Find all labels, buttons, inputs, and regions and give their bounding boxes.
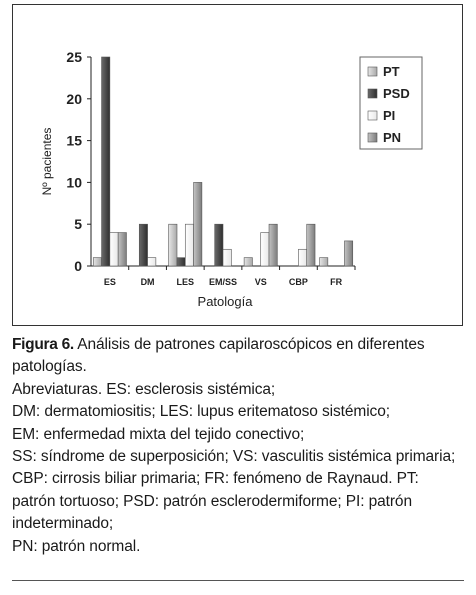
legend-label-psd: PSD — [383, 86, 410, 101]
x-tick-label: EM/SS — [208, 277, 238, 287]
caption-abbrev-4: SS: síndrome de superposición; VS: vasculitis sistémica primaria; CBP: cirrosis biliar primaria; FR: fenómeno de Raynaud. PT: patrón tortuoso; PSD: patrón esclerodermiforme; PI: patrón indeterminado; — [12, 448, 456, 533]
bar-pt-les — [169, 224, 177, 266]
x-tick-label: CBP — [288, 277, 308, 287]
bar-pt-fr — [320, 258, 328, 266]
legend-swatch-psd — [368, 89, 377, 98]
y-tick-label: 25 — [66, 49, 82, 65]
legend-swatch-pt — [368, 67, 377, 76]
bar-psd-dm — [139, 224, 147, 266]
legend-label-pi: PI — [383, 108, 396, 123]
bar-pn-vs — [269, 224, 277, 266]
bar-chart — [13, 5, 464, 327]
legend-swatch-pi — [368, 111, 377, 120]
x-tick-label: FR — [330, 277, 343, 287]
bar-psd-es — [102, 57, 110, 266]
y-tick-label: 0 — [74, 258, 82, 274]
caption-lead: Figura 6. — [12, 336, 74, 353]
y-tick-label: 5 — [74, 216, 82, 233]
y-tick-label: 15 — [66, 132, 82, 149]
bar-pi-em-ss — [223, 249, 231, 266]
bar-pn-es — [118, 233, 126, 266]
plot-area — [40, 49, 422, 309]
bar-pn-fr — [344, 241, 352, 266]
caption-abbrev-5: PN: patrón normal. — [12, 537, 141, 555]
bar-pi-vs — [261, 233, 269, 266]
y-tick-label: 20 — [66, 90, 82, 107]
bar-pi-les — [185, 224, 193, 266]
bar-pn-les — [194, 182, 202, 266]
bar-pi-dm — [148, 258, 156, 266]
bar-psd-em-ss — [215, 224, 223, 266]
bar-pt-es — [93, 258, 101, 266]
legend-label-pn: PN — [383, 130, 402, 145]
bar-pi-es — [110, 233, 118, 266]
caption-abbrev-3: EM: enfermedad mixta del tejido conectivo; — [12, 425, 305, 443]
figure-caption — [12, 334, 464, 558]
bar-pi-cbp — [298, 249, 306, 266]
caption-abbrev-2: DM: dermatomiositis; LES: lupus eritematoso sistémico; — [12, 403, 390, 421]
caption-first-line — [12, 334, 464, 379]
legend-swatch-pn — [368, 133, 377, 142]
x-tick-label: VS — [254, 277, 267, 287]
x-tick-label: DM — [140, 277, 155, 287]
bar-pt-vs — [244, 258, 252, 266]
x-tick-label: ES — [103, 277, 116, 287]
x-axis-title: Patología — [197, 294, 253, 309]
bar-pn-cbp — [307, 224, 315, 266]
figure-frame — [12, 4, 463, 326]
bar-psd-les — [177, 258, 185, 266]
caption-abbrev-1: Abreviaturas. ES: esclerosis sistémica; — [12, 380, 276, 398]
bottom-rule — [12, 580, 464, 581]
legend-label-pt: PT — [383, 64, 400, 79]
y-axis-title: Nº pacientes — [40, 127, 54, 196]
x-tick-label: LES — [176, 277, 195, 287]
caption-title: Análisis de patrones capilaroscópicos en diferentes patologías. — [12, 336, 425, 376]
y-tick-label: 10 — [66, 174, 82, 191]
